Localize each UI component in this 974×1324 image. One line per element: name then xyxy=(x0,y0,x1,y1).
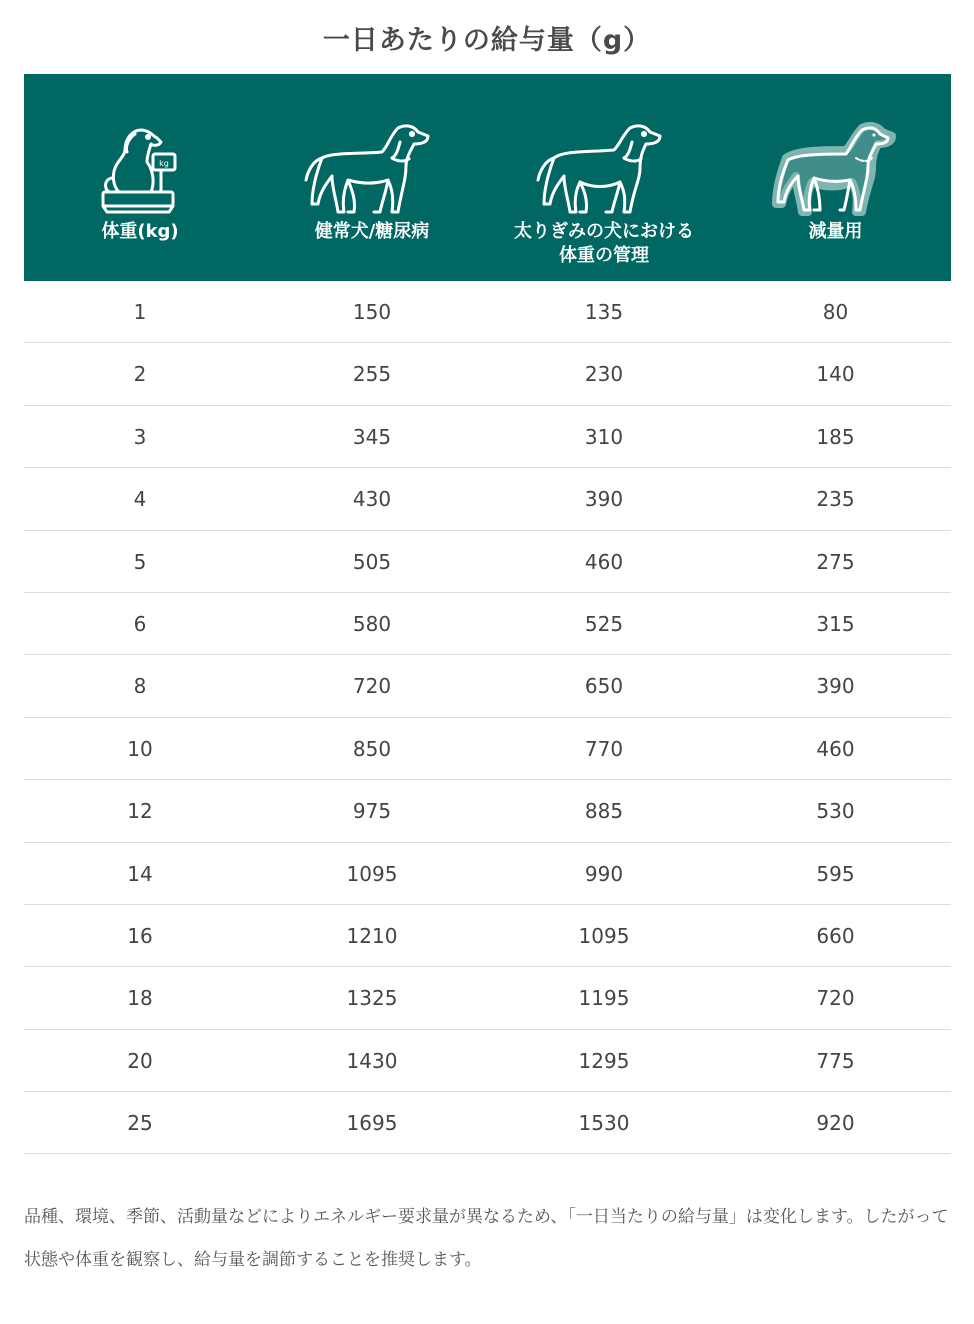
cell-weight: 4 xyxy=(133,487,147,512)
dog-icon xyxy=(534,118,674,218)
cell-overweight: 1195 xyxy=(578,986,630,1011)
cell-weight-loss: 80 xyxy=(822,300,849,324)
cell-weight-loss: 460 xyxy=(816,736,855,761)
header-label-overweight xyxy=(488,220,720,268)
cell-weight: 16 xyxy=(127,923,153,948)
table-row xyxy=(24,281,951,343)
cell-healthy: 505 xyxy=(352,549,392,574)
cell-overweight: 770 xyxy=(584,736,624,761)
cell-weight-loss: 140 xyxy=(816,362,855,387)
cell-overweight: 885 xyxy=(584,799,624,824)
table-row xyxy=(24,967,951,1029)
table-row xyxy=(24,780,951,842)
cell-overweight: 990 xyxy=(584,861,624,886)
header-label-overweight-line2: 体重の管理 xyxy=(559,245,649,266)
header-label-healthy: 健常犬/糖尿病 xyxy=(314,221,430,242)
cell-healthy: 430 xyxy=(352,487,392,512)
table-row xyxy=(24,1030,951,1092)
cell-overweight: 650 xyxy=(584,674,624,699)
cell-weight-loss: 720 xyxy=(816,986,855,1011)
header-cell-overweight xyxy=(488,74,720,281)
cell-weight-loss: 390 xyxy=(816,674,855,699)
footnote: 品種、環境、季節、活動量などによりエネルギー要求量が異なるため、「一日当たりの給与量」は変化します。したがって状態や体重を観察し、給与量を調節することを推奨します。 xyxy=(24,1207,949,1270)
cell-overweight: 460 xyxy=(584,549,624,574)
cell-weight: 12 xyxy=(127,799,153,824)
cell-weight: 6 xyxy=(133,611,147,636)
cell-overweight: 135 xyxy=(584,300,624,324)
header-label-overweight-line1: 太りぎみの犬における xyxy=(514,221,694,242)
table-row xyxy=(24,343,951,405)
header-label-weight: 体重(kg) xyxy=(101,221,179,242)
cell-weight: 1 xyxy=(133,300,147,324)
dog-icon xyxy=(302,118,442,218)
header-cell-healthy xyxy=(256,74,488,281)
table-row xyxy=(24,655,951,717)
cell-weight-loss: 185 xyxy=(816,424,855,449)
table-row xyxy=(24,905,951,967)
cell-healthy: 1095 xyxy=(346,861,398,886)
cell-overweight: 230 xyxy=(584,362,624,387)
cell-healthy: 580 xyxy=(352,611,392,636)
cell-healthy: 720 xyxy=(352,674,392,699)
cell-weight: 3 xyxy=(133,424,147,449)
svg-text:kg: kg xyxy=(159,159,169,168)
table-row xyxy=(24,718,951,780)
cell-weight: 5 xyxy=(133,549,147,574)
cell-overweight: 1095 xyxy=(578,923,630,948)
slim-dog-icon xyxy=(766,118,906,218)
table-row xyxy=(24,1092,951,1154)
header-label-weight-loss: 減量用 xyxy=(808,221,863,242)
cell-weight-loss: 235 xyxy=(816,487,855,512)
cell-weight: 10 xyxy=(127,736,153,761)
cell-overweight: 525 xyxy=(584,611,624,636)
table-row xyxy=(24,406,951,468)
cell-overweight: 390 xyxy=(584,487,624,512)
cell-healthy: 1695 xyxy=(346,1111,398,1136)
table-row xyxy=(24,843,951,905)
cell-weight-loss: 595 xyxy=(816,861,855,886)
table-row xyxy=(24,531,951,593)
cell-overweight: 1295 xyxy=(578,1048,630,1073)
cell-weight-loss: 275 xyxy=(816,549,855,574)
page-title: 一日あたりの給与量（g） xyxy=(322,25,652,56)
cell-weight: 8 xyxy=(133,674,147,699)
cell-weight-loss: 920 xyxy=(816,1111,855,1136)
cell-weight-loss: 530 xyxy=(816,799,855,824)
dog-on-scale-icon xyxy=(95,108,185,218)
cell-weight-loss: 315 xyxy=(816,611,855,636)
table-row xyxy=(24,468,951,530)
table-body xyxy=(24,281,951,1154)
header-cell-weight xyxy=(24,74,256,281)
cell-weight-loss: 775 xyxy=(816,1048,855,1073)
cell-healthy: 345 xyxy=(352,424,392,449)
cell-weight-loss: 660 xyxy=(816,923,855,948)
cell-healthy: 1430 xyxy=(346,1048,398,1073)
table-row xyxy=(24,593,951,655)
cell-healthy: 255 xyxy=(352,362,392,387)
cell-healthy: 1325 xyxy=(346,986,398,1011)
cell-weight: 25 xyxy=(127,1111,153,1136)
cell-healthy: 150 xyxy=(352,300,392,324)
cell-healthy: 850 xyxy=(352,736,392,761)
cell-weight: 2 xyxy=(133,362,147,387)
cell-healthy: 1210 xyxy=(346,923,398,948)
cell-weight: 14 xyxy=(127,861,153,886)
cell-weight: 20 xyxy=(127,1048,153,1073)
cell-healthy: 975 xyxy=(352,799,392,824)
table-header xyxy=(24,74,951,281)
cell-overweight: 1530 xyxy=(578,1111,630,1136)
header-cell-weight-loss xyxy=(720,74,951,281)
cell-overweight: 310 xyxy=(584,424,624,449)
cell-weight: 18 xyxy=(127,986,153,1011)
